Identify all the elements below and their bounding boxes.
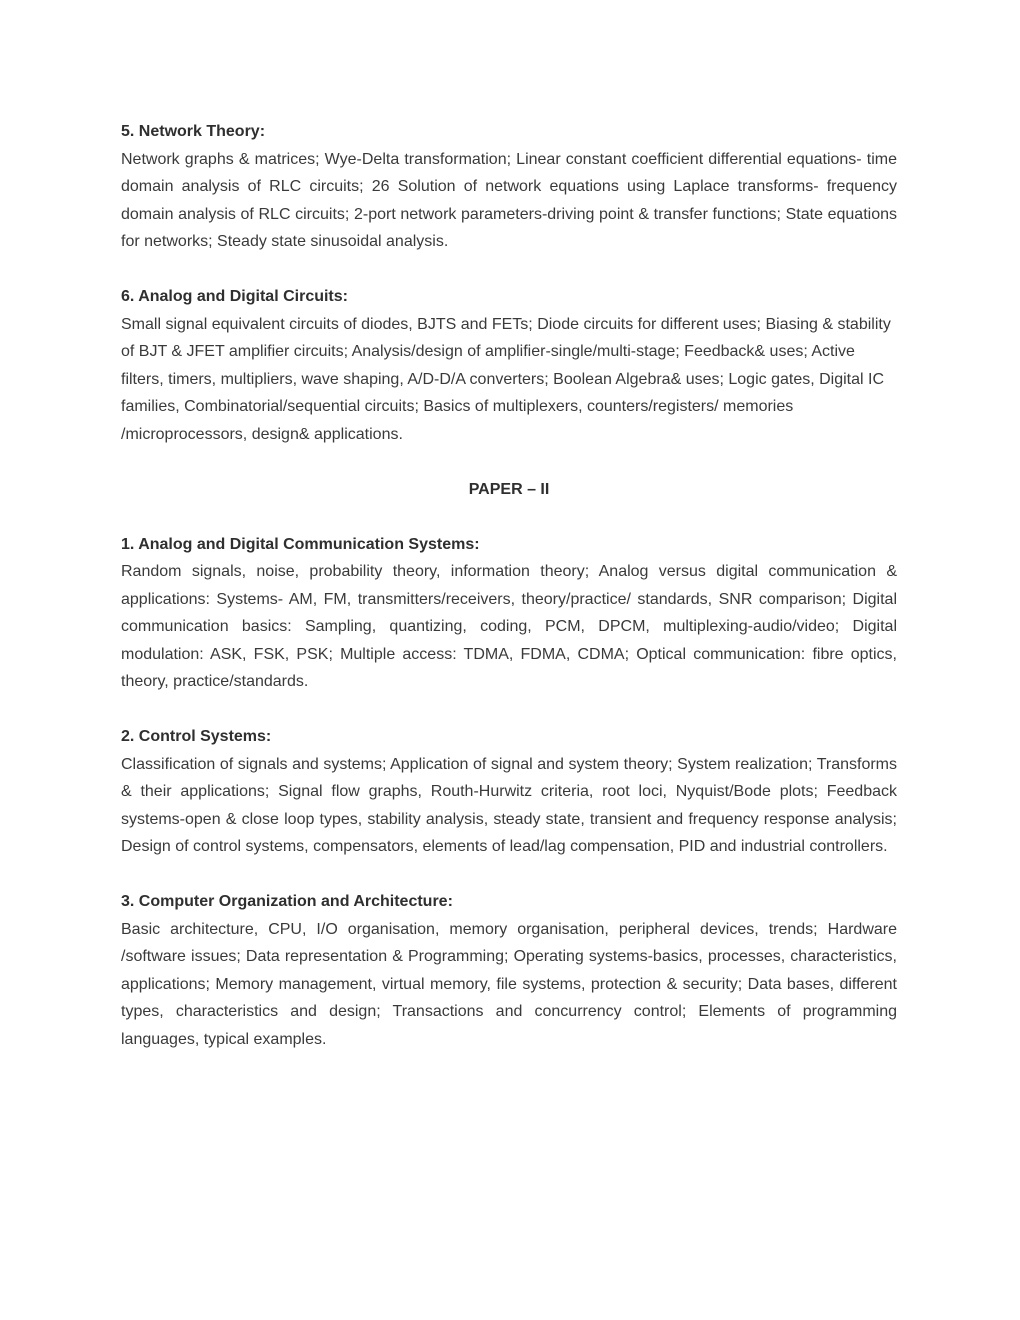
section-body-network-theory: Network graphs & matrices; Wye-Delta transformation; Linear constant coefficient differential equations- time domain analysis of RLC circuits; 26 Solution of network equations using Laplace transforms- frequency domain analysis of RLC circuits; 2-port network parameters-driving point & transfer functions; State equations for networks; Steady state sinusoidal analysis. <box>121 150 897 250</box>
section-heading-control-systems: 2. Control Systems: <box>121 728 272 745</box>
section-heading-network-theory: 5. Network Theory: <box>121 123 266 140</box>
section-heading-analog-digital-circuits: 6. Analog and Digital Circuits: <box>121 288 348 305</box>
section-computer-organization <box>121 888 897 1053</box>
section-heading-communication-systems: 1. Analog and Digital Communication Systems: <box>121 535 480 553</box>
section-control-systems <box>121 723 897 861</box>
section-analog-digital-circuits <box>121 283 897 448</box>
section-body-computer-organization: Basic architecture, CPU, I/O organisation, memory organisation, peripheral devices, trends; Hardware /software issues; Data representation & Programming; Operating systems-basics, processes, characteristics, applications; Memory management, virtual memory, file systems, protection & security; Data bases, different types, characteristics and design; Transactions and concurrency control; Elements of programming languages, typical examples. <box>121 920 897 1048</box>
section-body-communication-systems: Random signals, noise, probability theory, information theory; Analog versus digital communication & applications: Systems- AM, FM, transmitters/receivers, theory/practice/ standards, SNR comparison; Digital communication basics: Sampling, quantizing, coding, PCM, DPCM, multiplexing-audio/video; Digital modulation: ASK, FSK, PSK; Multiple access: TDMA, FDMA, CDMA; Optical communication: fibre optics, theory, practice/standards. <box>121 563 897 690</box>
section-network-theory <box>121 118 897 256</box>
paper-ii-heading: PAPER – II <box>468 480 550 498</box>
section-heading-computer-organization: 3. Computer Organization and Architecture: <box>121 893 453 910</box>
section-body-analog-digital-circuits: Small signal equivalent circuits of diodes, BJTS and FETs; Diode circuits for different uses; Biasing & stability of BJT & JFET amplifier circuits; Analysis/design of amplifier-single/multi-stage; Feedback& uses; Active filters, timers, multipliers, wave shaping, A/D-D/A converters; Boolean Algebra& uses; Logic gates, Digital IC families, Combinatorial/sequential circuits; Basics of multiplexers, counters/registers/ memories /microprocessors, design& applications. <box>121 315 891 443</box>
section-communication-systems <box>121 531 897 696</box>
section-body-control-systems: Classification of signals and systems; Application of signal and system theory; System realization; Transforms & their applications; Signal flow graphs, Routh-Hurwitz criteria, root loci, Nyquist/Bode plots; Feedback systems-open & close loop types, stability analysis, steady state, transient and frequency response analysis; Design of control systems, compensators, elements of lead/lag compensation, PID and industrial controllers. <box>121 755 897 855</box>
